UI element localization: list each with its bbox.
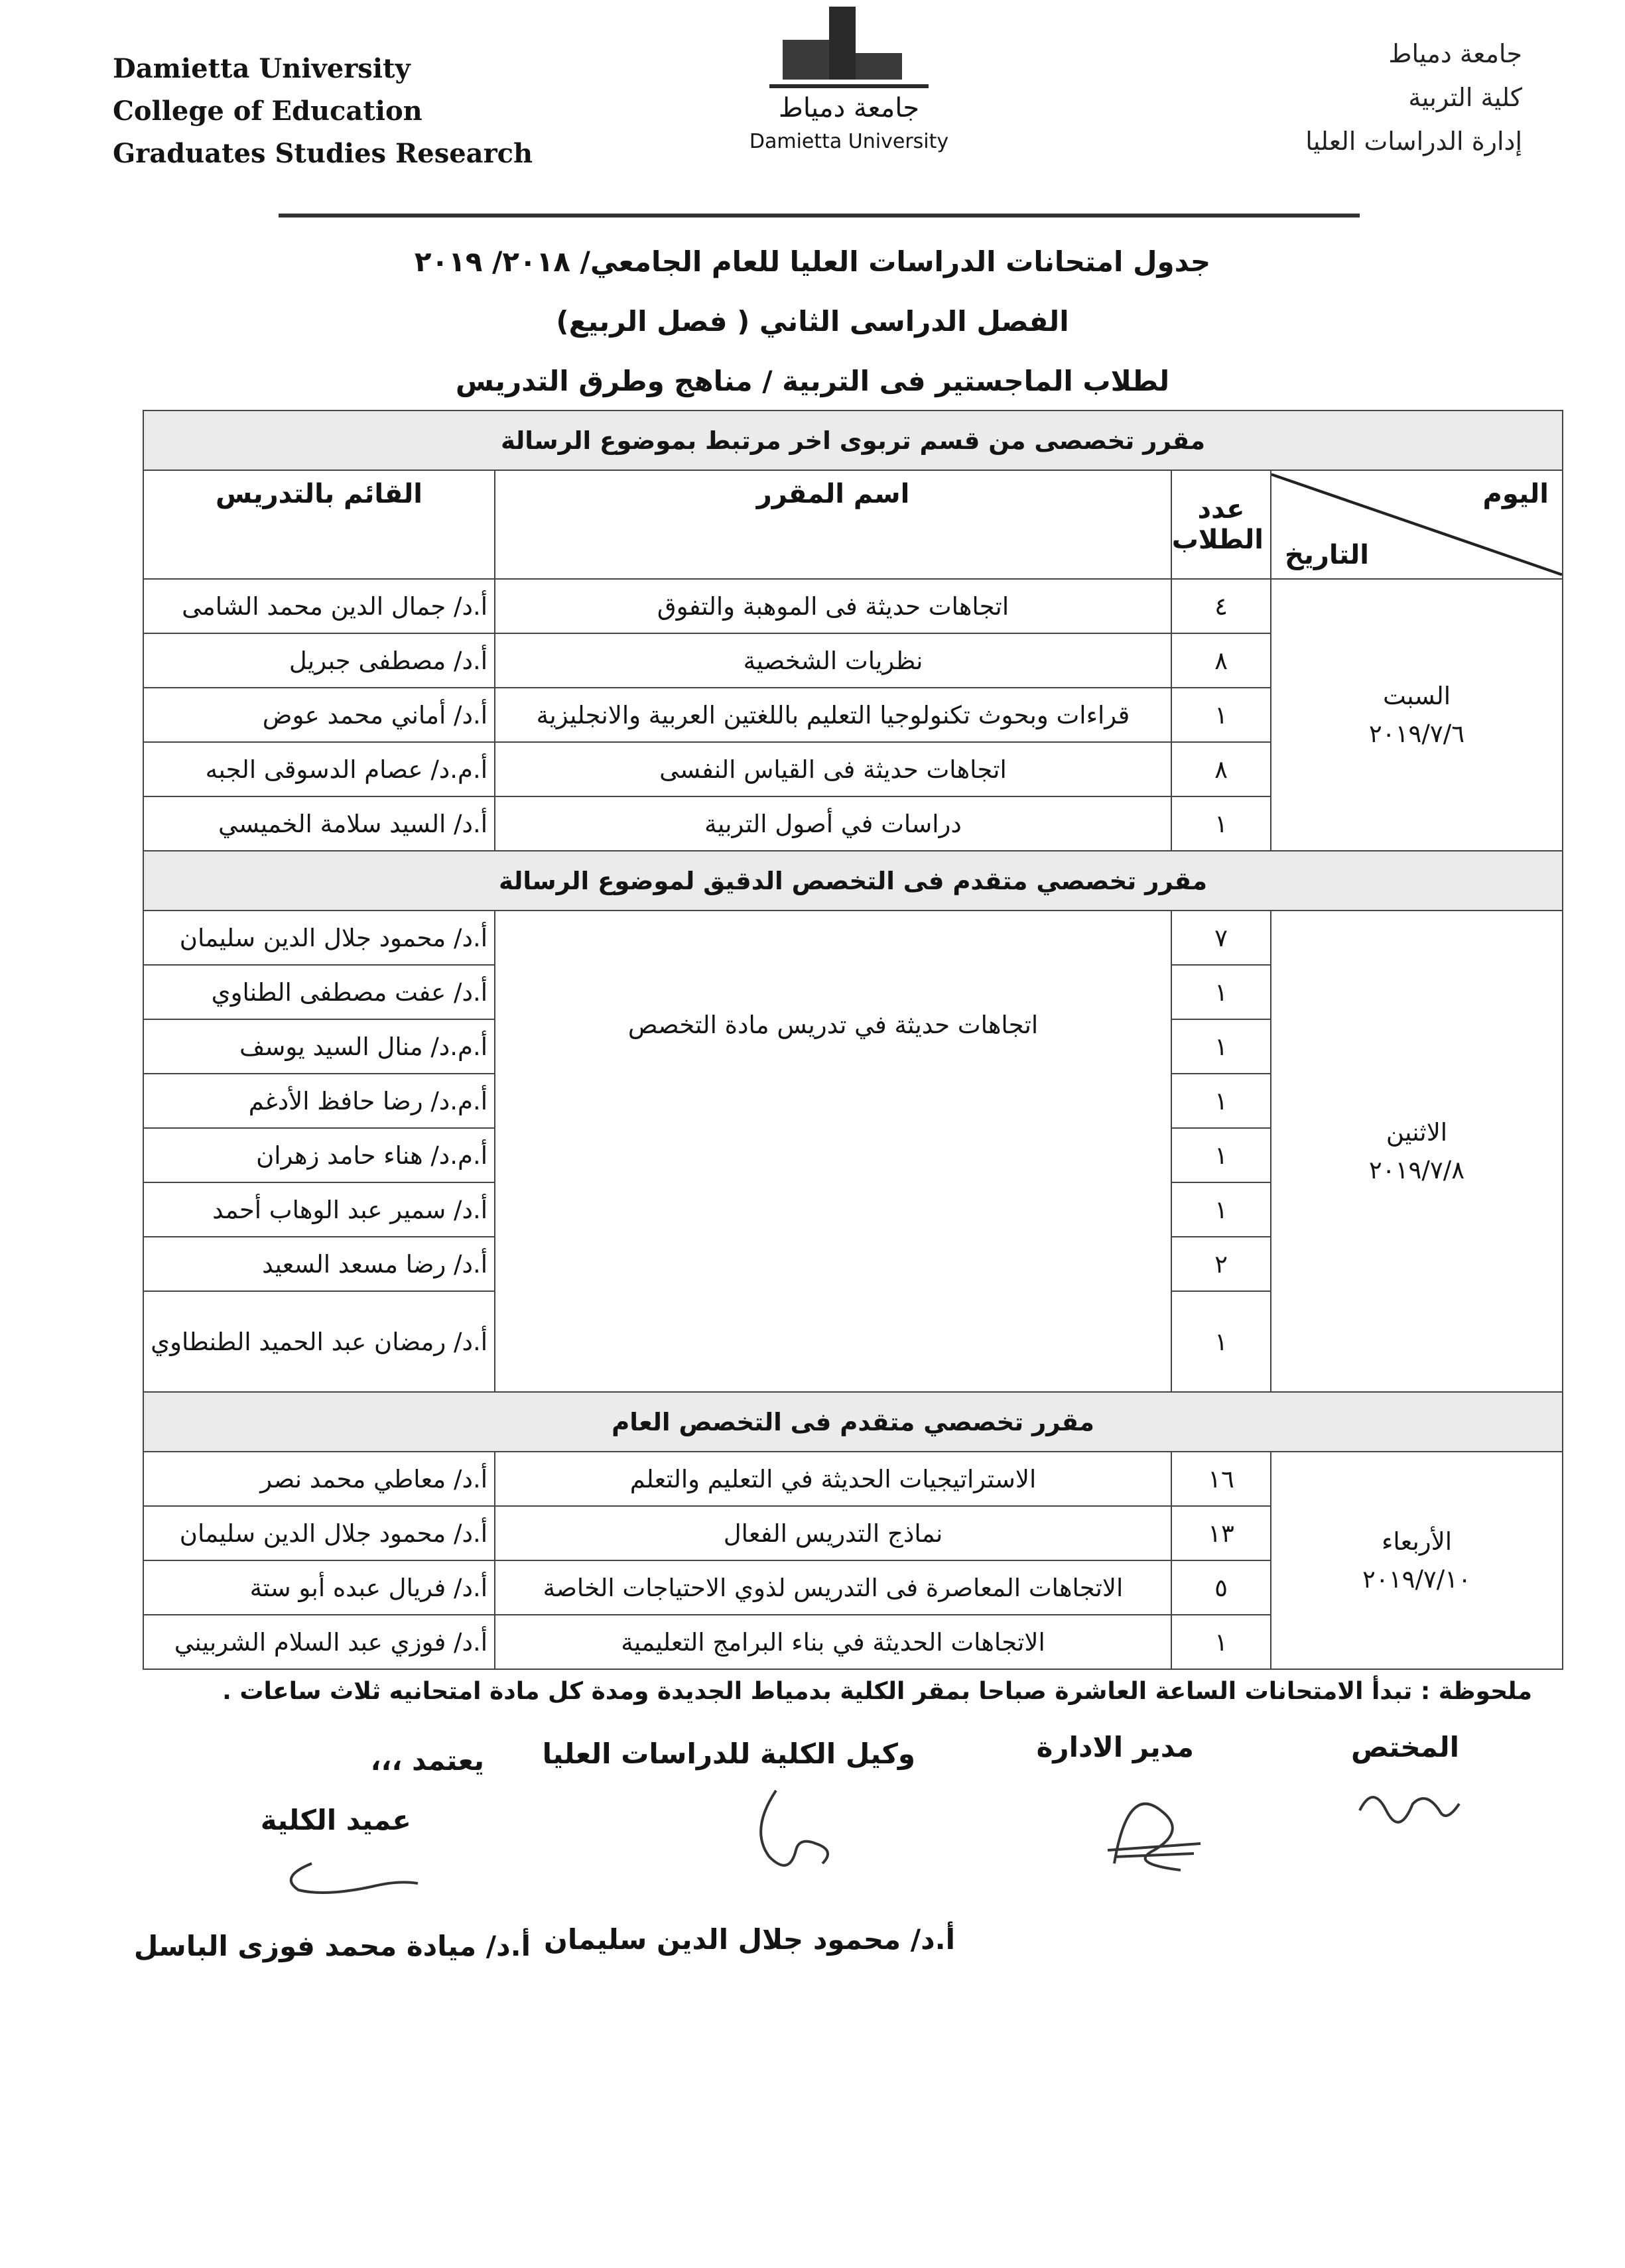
day-header: اليوم — [1482, 479, 1549, 509]
exam-schedule-table — [143, 410, 1563, 1670]
course-name: الاتجاهات الحديثة في بناء البرامج التعليمية — [495, 1615, 1171, 1669]
instructor-header: القائم بالتدريس — [143, 470, 495, 579]
table-header-row — [143, 470, 1563, 579]
course-header: اسم المقرر — [495, 470, 1171, 579]
student-count: ١ — [1171, 1615, 1271, 1669]
schedule-title: جدول امتحانات الدراسات العليا للعام الجامعي/ ٢٠١٨/ ٢٠١٩ — [414, 245, 1211, 278]
table-row — [143, 1452, 1563, 1506]
day-date-header — [1271, 470, 1563, 579]
exam-note: ملحوظة : تبدأ الامتحانات الساعة العاشرة صباحا بمقر الكلية بدمياط الجديدة ومدة كل مادة امتحانيه ثلاث ساعات . — [222, 1678, 1532, 1705]
instructor-name: أ.د/ مصطفى جبريل — [143, 633, 495, 688]
table-row — [143, 911, 1563, 965]
instructor-name: أ.د/ السيد سلامة الخميسي — [143, 796, 495, 851]
instructor-name: أ.د/ أماني محمد عوض — [143, 688, 495, 742]
vice-dean-name: أ.د/ محمود جلال الدين سليمان — [543, 1923, 955, 1956]
student-count: ١ — [1171, 1074, 1271, 1128]
day-label: السبت — [1382, 682, 1451, 710]
approve-label: يعتمد ،،، — [370, 1744, 484, 1777]
instructor-name: أ.م.د/ هناء حامد زهران — [143, 1128, 495, 1182]
instructor-name: أ.د/ رضا مسعد السعيد — [143, 1237, 495, 1291]
instructor-name: أ.د/ معاطي محمد نصر — [143, 1452, 495, 1506]
header-english — [113, 48, 533, 175]
university-name-ar: جامعة دمياط — [1388, 39, 1522, 68]
specialist-title: المختص — [1350, 1731, 1459, 1763]
section-header — [143, 410, 1563, 470]
date-label: ٢٠١٩/٧/٦ — [1368, 720, 1465, 748]
admin-director-title: مدير الادارة — [1036, 1731, 1194, 1763]
student-count: ١ — [1171, 965, 1271, 1019]
section-title: مقرر تخصصي متقدم فى التخصص الدقيق لموضوع الرسالة — [143, 851, 1563, 911]
table-row — [143, 579, 1563, 633]
date-label: ٢٠١٩/٧/٨ — [1368, 1156, 1465, 1184]
student-count: ١٣ — [1171, 1506, 1271, 1560]
instructor-name: أ.م.د/ منال السيد يوسف — [143, 1019, 495, 1074]
section-header — [143, 851, 1563, 911]
section-title: مقرر تخصصي متقدم فى التخصص العام — [143, 1392, 1563, 1452]
semester-title: الفصل الدراسى الثاني ( فصل الربيع) — [556, 305, 1069, 338]
instructor-name: أ.د/ سمير عبد الوهاب أحمد — [143, 1182, 495, 1237]
section-header — [143, 1392, 1563, 1452]
dean-title: عميد الكلية — [260, 1804, 411, 1836]
student-count: ١ — [1171, 1019, 1271, 1074]
course-name: اتجاهات حديثة في تدريس مادة التخصص — [495, 911, 1171, 1392]
college-name-en: College of Education — [113, 95, 422, 127]
student-count: ٢ — [1171, 1237, 1271, 1291]
department-name-en: Graduates Studies Research — [113, 138, 533, 169]
student-count: ٨ — [1171, 742, 1271, 796]
instructor-name: أ.م.د/ عصام الدسوقى الجبه — [143, 742, 495, 796]
instructor-name: أ.د/ محمود جلال الدين سليمان — [143, 911, 495, 965]
course-name: اتجاهات حديثة فى القياس النفسى — [495, 742, 1171, 796]
course-name: اتجاهات حديثة فى الموهبة والتفوق — [495, 579, 1171, 633]
vice-dean-signature — [736, 1777, 856, 1883]
date-header: التاريخ — [1285, 540, 1369, 570]
header-divider — [279, 214, 1360, 218]
dean-name: أ.د/ ميادة محمد فوزى الباسل — [133, 1930, 531, 1962]
student-count: ١ — [1171, 796, 1271, 851]
student-count: ١ — [1171, 1291, 1271, 1392]
day-date-cell — [1271, 911, 1563, 1392]
instructor-name: أ.د/ عفت مصطفى الطناوي — [143, 965, 495, 1019]
count-header: عدد الطلاب — [1171, 470, 1271, 579]
day-label: الاثنين — [1386, 1118, 1448, 1147]
header-arabic — [1305, 32, 1522, 163]
date-label: ٢٠١٩/٧/١٠ — [1362, 1565, 1472, 1594]
day-label: الأربعاء — [1381, 1527, 1453, 1556]
student-count: ١٦ — [1171, 1452, 1271, 1506]
logo-caption-ar: جامعة دمياط — [778, 93, 920, 123]
course-name: نظريات الشخصية — [495, 633, 1171, 688]
vice-dean-title: وكيل الكلية للدراسات العليا — [542, 1737, 915, 1770]
student-count: ٧ — [1171, 911, 1271, 965]
university-name-en: Damietta University — [113, 53, 411, 84]
student-count: ٥ — [1171, 1560, 1271, 1615]
course-name: الاستراتيجيات الحديثة في التعليم والتعلم — [495, 1452, 1171, 1506]
admin-director-signature — [1088, 1771, 1220, 1883]
course-name: قراءات وبحوث تكنولوجيا التعليم باللغتين العربية والانجليزية — [495, 688, 1171, 742]
student-count: ٤ — [1171, 579, 1271, 633]
student-count: ٨ — [1171, 633, 1271, 688]
day-date-cell — [1271, 579, 1563, 851]
instructor-name: أ.د/ فوزي عبد السلام الشربيني — [143, 1615, 495, 1669]
instructor-name: أ.د/ رمضان عبد الحميد الطنطاوي — [143, 1291, 495, 1392]
instructor-name: أ.د/ جمال الدين محمد الشامى — [143, 579, 495, 633]
course-name: دراسات في أصول التربية — [495, 796, 1171, 851]
course-name: الاتجاهات المعاصرة فى التدريس لذوي الاحتياجات الخاصة — [495, 1560, 1171, 1615]
student-count: ١ — [1171, 1128, 1271, 1182]
college-name-ar: كلية التربية — [1408, 83, 1522, 112]
logo-caption-en: Damietta University — [749, 130, 949, 153]
student-count: ١ — [1171, 1182, 1271, 1237]
instructor-name: أ.م.د/ رضا حافظ الأدغم — [143, 1074, 495, 1128]
specialist-signature — [1346, 1764, 1479, 1844]
dean-signature — [272, 1850, 431, 1910]
instructor-name: أ.د/ فريال عبده أبو ستة — [143, 1560, 495, 1615]
program-title: لطلاب الماجستير فى التربية / مناهج وطرق التدريس — [455, 365, 1170, 397]
section-title: مقرر تخصصى من قسم تربوى اخر مرتبط بموضوع الرسالة — [143, 410, 1563, 470]
instructor-name: أ.د/ محمود جلال الدين سليمان — [143, 1506, 495, 1560]
day-date-cell — [1271, 1452, 1563, 1669]
student-count: ١ — [1171, 688, 1271, 742]
department-name-ar: إدارة الدراسات العليا — [1305, 127, 1522, 156]
course-name: نماذج التدريس الفعال — [495, 1506, 1171, 1560]
